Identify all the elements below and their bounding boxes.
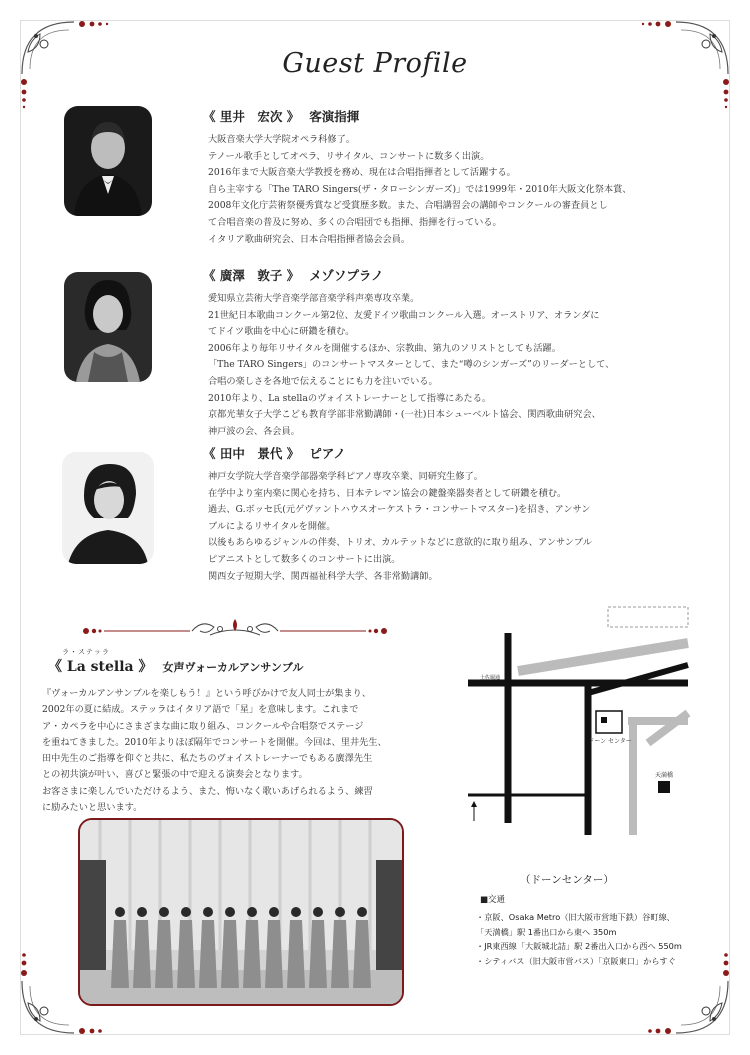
bio-line: て合唱音楽の普及に努め、多くの合唱団でも指揮、指揮を行っている。 — [208, 216, 502, 228]
description-line: ア・カペラを中心にさまざまな曲に取り組み、コンクールや合唱祭でステージ — [42, 720, 364, 732]
bio-line: 大阪音楽大学大学院オペラ科修了。 — [208, 134, 355, 145]
bio-line: ブルによるリサイタルを開催。 — [208, 520, 336, 532]
bio-line: 以後もあらゆるジャンルの伴奏、トリオ、カルテットなどに意欲的に取り組み、アンサンブル — [208, 537, 592, 549]
bio-line: 自ら主宰する「The TARO Singers(ザ・タローシンガーズ)」では1999年・2010年大阪文化祭本賞、 — [208, 183, 632, 195]
bio-line: 「The TARO Singers」のコンサートマスターとして、また“噂のシンガーズ”のリーダーとして、 — [208, 359, 615, 371]
description-line: お客さまに楽しんでいただけるよう、また、悔いなく歌いあげられるよう、練習 — [42, 785, 373, 797]
la-stella-ruby: ラ・ステッラ — [62, 648, 110, 656]
bio-line: 在学中より室内楽に関心を持ち、日本テレマン協会の鍵盤楽器奏者として研鑽を積む。 — [208, 487, 567, 499]
description-line: との初共演が叶い、喜びと緊張の中で迎える演奏会となります。 — [42, 769, 308, 781]
section-divider-ornament — [80, 615, 390, 645]
la-stella-description — [42, 686, 387, 816]
access-line: ・JR東西線「大阪城北詰」駅 2番出入口から西へ 550m — [476, 941, 682, 951]
guest-name: 《 廣澤 敦子 》 — [203, 268, 300, 283]
access-line: ・シティバス（旧大阪市営バス）「京阪東口」からすぐ — [476, 955, 676, 966]
venue-name: （ドーンセンター） — [520, 874, 614, 886]
bio-line: テノール歌手としてオペラ、リサイタル、コンサートに数多く出演。 — [208, 150, 490, 162]
guest-role: メゾソプラノ — [309, 268, 384, 283]
guest-bio-tanaka — [208, 469, 592, 585]
bio-line: 2008年文化庁芸術祭優秀賞など受賞歴多数。また、合唱講習会の講師やコンクールの審査員とし — [208, 200, 608, 212]
bio-line: 京都光華女子大学こども教育学部非常勤講師・(一社)日本シューベルト協会、関西歌曲研究会、 — [208, 409, 601, 421]
bio-line: 合唱の楽しさを各地で伝えることにも力を注いでいる。 — [208, 375, 438, 387]
guest-heading-tanaka — [203, 444, 346, 462]
map-label-station: 天満橋 — [654, 772, 674, 779]
guest-name: 《 田中 景代 》 — [203, 446, 300, 461]
bio-line: 神戸波の会、各会員。 — [208, 425, 300, 437]
description-line: 2002年の夏に結成。ステッラはイタリア語で「星」を意味します。これまで — [42, 704, 359, 716]
description-line: に励みたいと思います。 — [42, 802, 143, 814]
la-stella-heading — [48, 656, 303, 676]
guest-bio-satoi — [208, 132, 631, 248]
description-line: 『ヴォーカルアンサンブルを楽しもう！』という呼びかけで友人同士が集まり、 — [42, 688, 372, 699]
guest-photo-hirosawa — [64, 272, 152, 382]
bio-line: 2016年まで大阪音楽大学教授を務め、現在は合唱指揮者として活躍する。 — [208, 167, 516, 179]
bio-line: 神戸女学院大学音楽学部器楽学科ピアノ専攻卒業、同研究生修了。 — [208, 471, 483, 482]
la-stella-subtitle: 女声ヴォーカルアンサンブル — [162, 661, 304, 674]
guest-photo-tanaka — [62, 452, 154, 564]
access-line: ・京阪、Osaka Metro（旧大阪市営地下鉄）谷町線、 — [476, 912, 675, 922]
ensemble-group-photo — [78, 818, 404, 1006]
bio-line: 21世紀日本歌曲コンクール第2位、友愛ドイツ歌曲コンクール入選。オーストリア、オランダに — [208, 309, 600, 321]
bio-line: 愛知県立芸術大学音楽学部音楽学科声楽専攻卒業。 — [208, 293, 420, 304]
guest-photo-satoi — [64, 106, 152, 216]
map-label-dawn: ドーン センター — [588, 738, 632, 745]
access-line: 「天満橋」駅 1番出口から東へ 350m — [476, 926, 617, 937]
guest-heading-hirosawa — [203, 266, 383, 284]
bio-line: 2010年より、La stellaのヴォイストレーナーとして指導にあたる。 — [208, 392, 492, 404]
guest-bio-hirosawa — [208, 291, 614, 440]
bio-line: 関西女子短期大学、関西福祉科学大学、各非常勤講師。 — [208, 570, 438, 582]
bio-line: てドイツ歌曲を中心に研鑽を積む。 — [208, 326, 355, 338]
bio-line: ピアニストとして数多くのコンサートに出演。 — [208, 553, 401, 565]
venue-access-map — [458, 603, 698, 841]
description-line: を重ねてきました。2010年よりほぼ隔年でコンサートを開催。今回は、里井先生、 — [42, 736, 387, 748]
guest-role: 客演指揮 — [309, 109, 360, 124]
guest-heading-satoi — [203, 107, 359, 125]
access-heading: ■交通 — [480, 895, 506, 905]
description-line: 田中先生のご指導を仰ぐと共に、私たちのヴォイストレーナーでもある廣澤先生 — [42, 753, 373, 765]
bio-line: 過去、G.ボッセ氏(元ゲヴァントハウスオーケストラ・コンサートマスター)を招き、アンサン — [208, 504, 591, 516]
bio-line: イタリア歌曲研究会、日本合唱指揮者協会会員。 — [208, 233, 411, 245]
guest-role: ピアノ — [309, 446, 346, 461]
access-directions — [476, 910, 682, 968]
la-stella-name: 《 La stella 》 — [48, 659, 153, 675]
bio-line: 2006年より毎年リサイタルを開催するほか、宗教曲、第九のソリストとしても活躍。 — [208, 342, 561, 354]
page-title: Guest Profile — [282, 48, 468, 79]
guest-name: 《 里井 宏次 》 — [203, 109, 300, 124]
map-label-route: 土佐堀通 — [480, 675, 501, 681]
